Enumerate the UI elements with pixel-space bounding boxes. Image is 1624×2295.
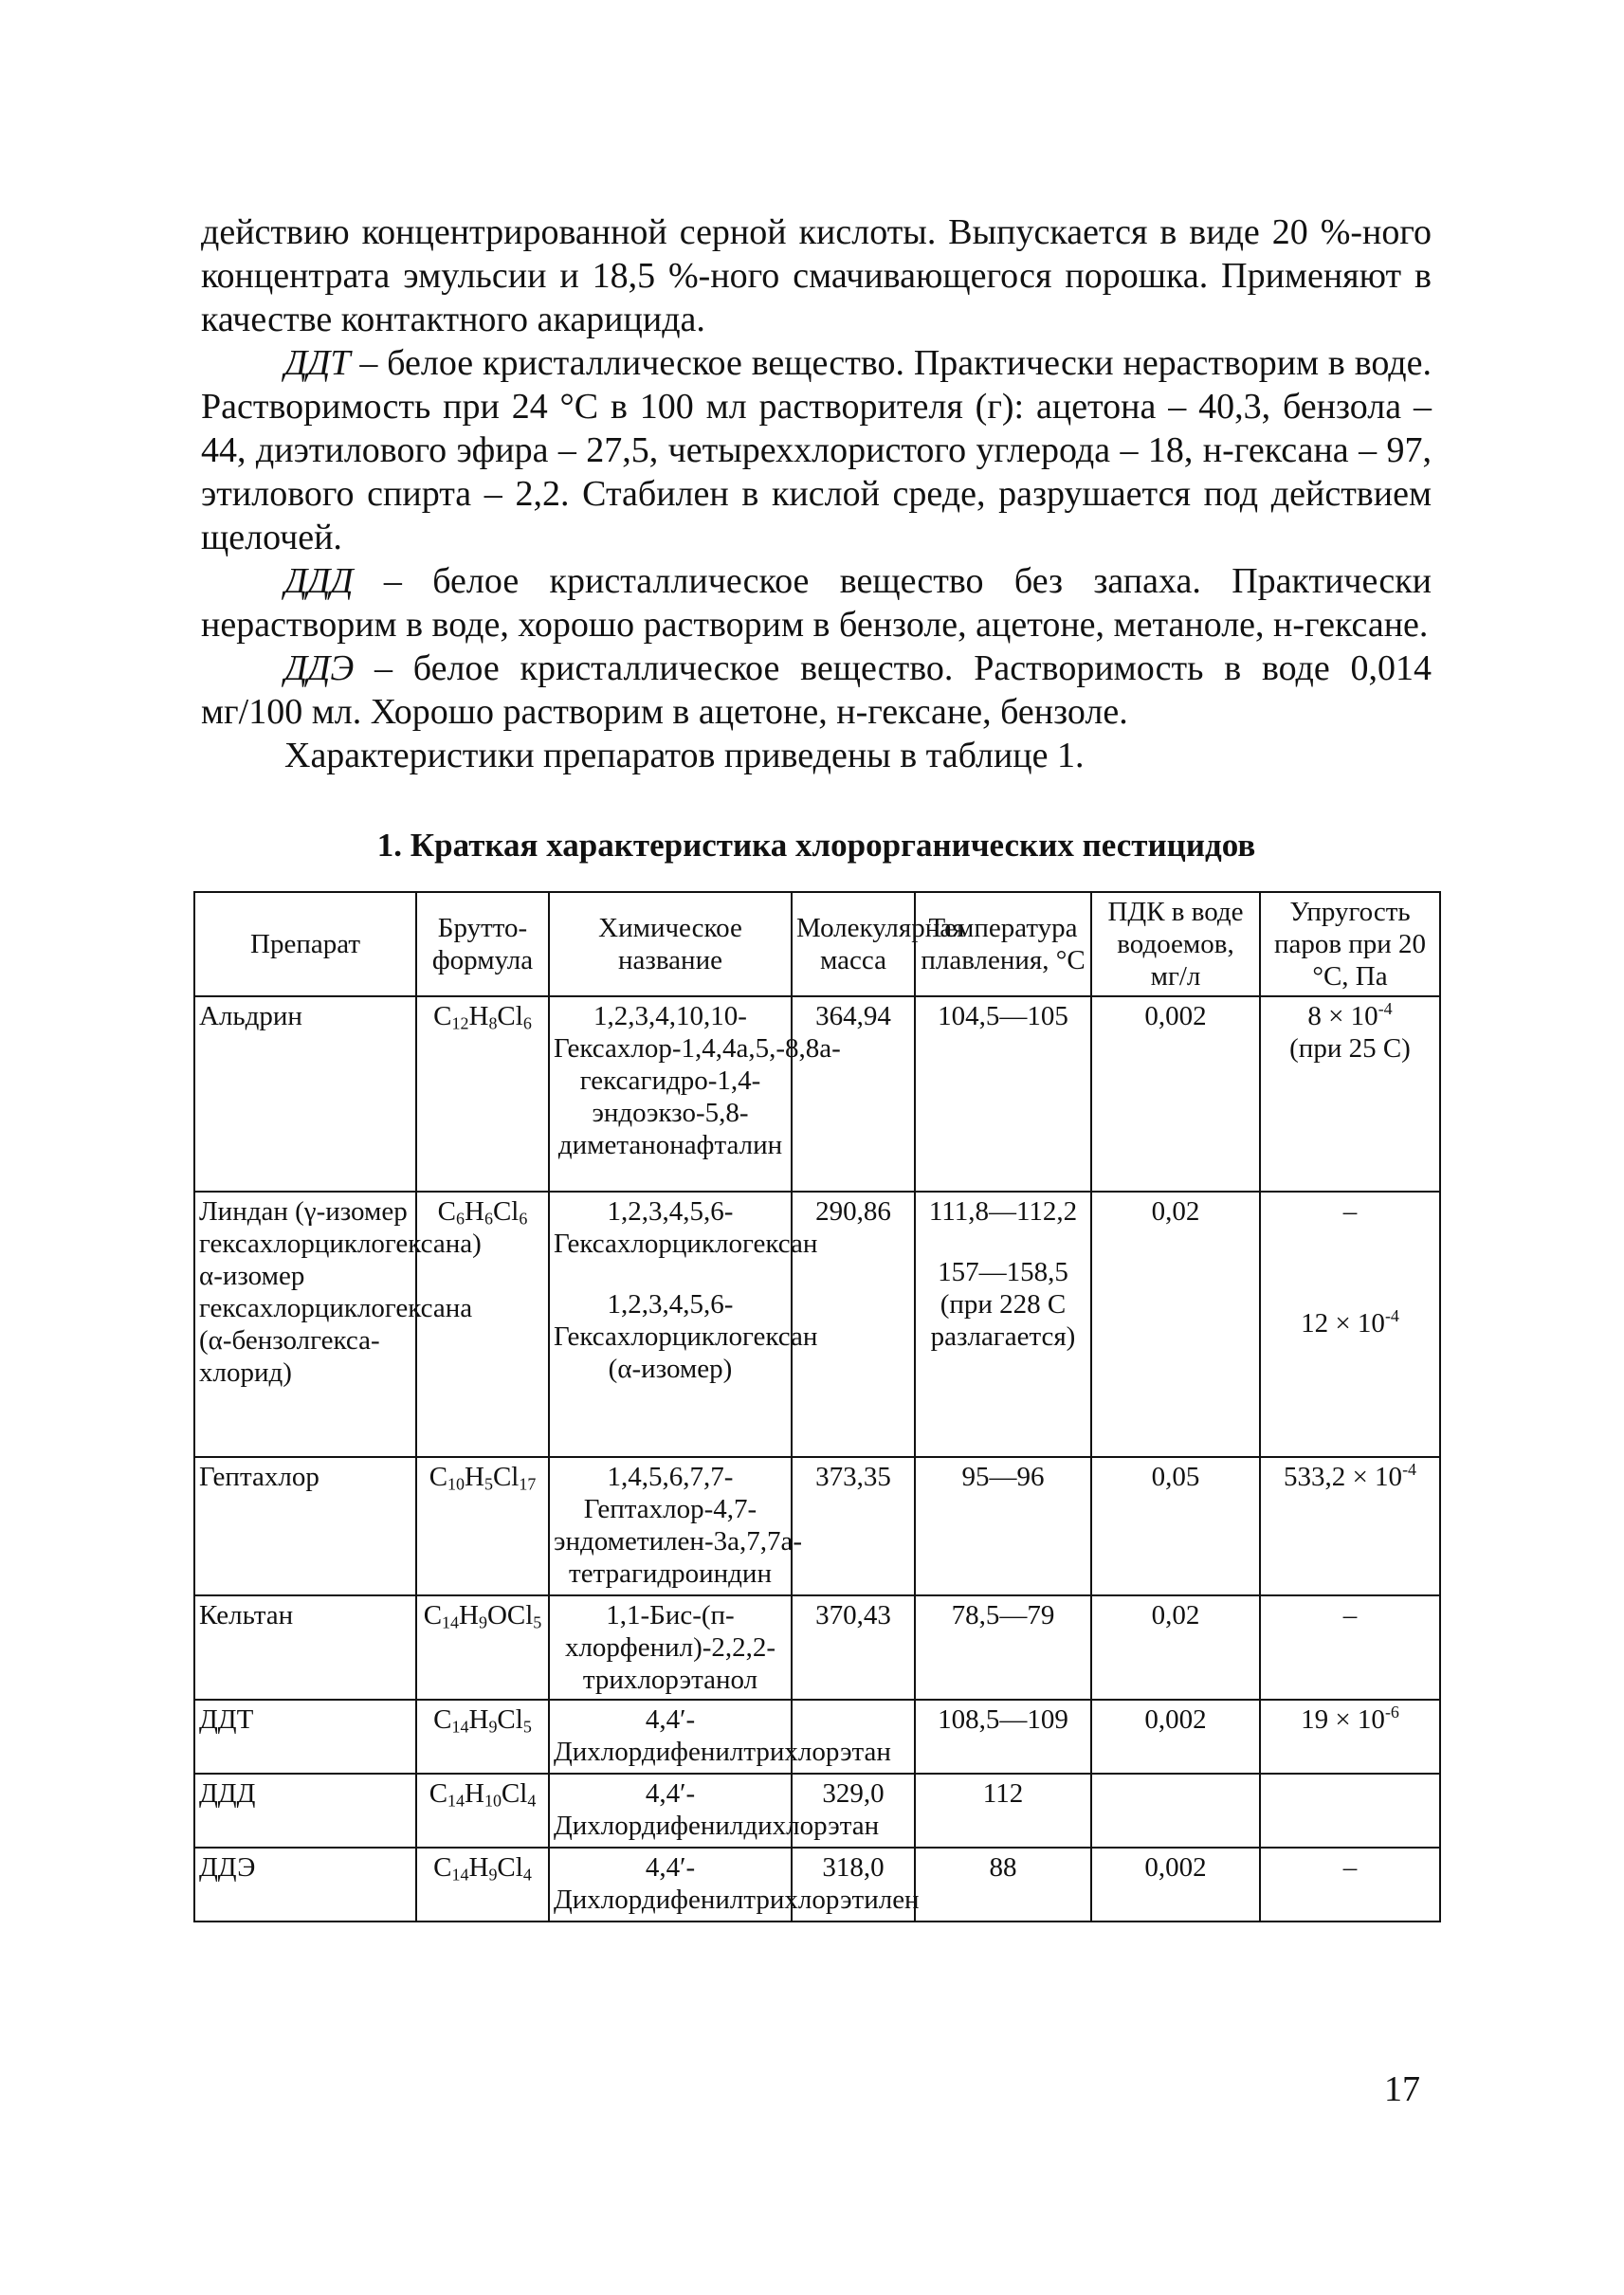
vapor-pressure: $19 \times 10^{-6}$ bbox=[1260, 1700, 1440, 1774]
mpc-value: 0,02 bbox=[1091, 1192, 1260, 1457]
preparation-name: ДДЭ bbox=[194, 1848, 416, 1922]
table-row bbox=[194, 1457, 1440, 1595]
mpc-value: 0,05 bbox=[1091, 1457, 1260, 1595]
preparation-name: Кельтан bbox=[194, 1595, 416, 1700]
molecular-mass: 373,35 bbox=[792, 1457, 915, 1595]
body-text bbox=[201, 210, 1432, 777]
ddt-label: ДДТ bbox=[284, 343, 351, 383]
gross-formula: $C_{14}H_9OCl_5$ bbox=[416, 1595, 549, 1700]
header-molecular-mass: Молекулярная масса bbox=[792, 892, 915, 996]
chemical-name: 4,4′-Дихлордифенилтрихлорэтилен bbox=[549, 1848, 792, 1922]
molecular-mass: 290,86 bbox=[792, 1192, 915, 1457]
preparation-name: ДДД bbox=[194, 1774, 416, 1848]
table-row bbox=[194, 1774, 1440, 1848]
chemical-name: 4,4′-Дихлордифенилдихлорэтан bbox=[549, 1774, 792, 1848]
melting-point: 112 bbox=[915, 1774, 1091, 1848]
chemical-name: 1,1-Бис-(п-хлорфенил)-2,2,2-трихлорэтанол bbox=[549, 1595, 792, 1700]
gross-formula: $C_{14}H_9Cl_5$ bbox=[416, 1700, 549, 1774]
header-preparation: Препарат bbox=[194, 892, 416, 996]
table-row bbox=[194, 1192, 1440, 1457]
table-row bbox=[194, 1595, 1440, 1700]
paragraph-ddt: ДДТ – белое кристаллическое вещество. Практически нерастворим в воде. Растворимость при 24 °С в 100 мл растворителя (г): ацетона – 40,3, бензола – 44, диэтилового эфира – 27,5, четыреххлористого углерода – 18, н-гексана – 97, этилового спирта – 2,2. Стабилен в кислой среде, разрушается под действием щелочей. bbox=[201, 343, 1432, 557]
mpc-value: 0,002 bbox=[1091, 1848, 1260, 1922]
chemical-name: 1,4,5,6,7,7-Гептахлор-4,7-эндометилен-3а,7,7а-тетрагидроиндин bbox=[549, 1457, 792, 1595]
melting-point: 108,5—109 bbox=[915, 1700, 1091, 1774]
paragraph-dde: ДДЭ – белое кристаллическое вещество. Растворимость в воде 0,014 мг/100 мл. Хорошо растворим в ацетоне, н-гексане, бензоле. bbox=[201, 648, 1432, 732]
page-number: 17 bbox=[1384, 2069, 1420, 2109]
preparation-name: ДДТ bbox=[194, 1700, 416, 1774]
paragraph-ddd: ДДД – белое кристаллическое вещество без запаха. Практически нерастворим в воде, хорошо растворим в бензоле, ацетоне, метаноле, н-гексане. bbox=[201, 561, 1432, 645]
table-row bbox=[194, 1848, 1440, 1922]
dde-label: ДДЭ bbox=[284, 648, 355, 688]
gross-formula: $C_{14}H_{10}Cl_4$ bbox=[416, 1774, 549, 1848]
vapor-pressure: – bbox=[1260, 1848, 1440, 1922]
header-melting-point: Температура плавления, °С bbox=[915, 892, 1091, 996]
gross-formula: $C_{12}H_8Cl_6$ bbox=[416, 996, 549, 1192]
chemical-name: 1,2,3,4,5,6-Гексахлорциклогексан 1,2,3,4,5,6-Гексахлорциклогексан (α-изомер) bbox=[549, 1192, 792, 1457]
molecular-mass: 318,0 bbox=[792, 1848, 915, 1922]
header-mpc: ПДК в воде водоемов, мг/л bbox=[1091, 892, 1260, 996]
pesticides-table bbox=[193, 891, 1441, 1922]
table-row bbox=[194, 996, 1440, 1192]
header-vapor-pressure: Упругость паров при 20 °С, Па bbox=[1260, 892, 1440, 996]
preparation-name: Альдрин bbox=[194, 996, 416, 1192]
melting-point: 111,8—112,2 157—158,5 (при 228 С разлагается) bbox=[915, 1192, 1091, 1457]
mpc-value: 0,002 bbox=[1091, 1700, 1260, 1774]
table-header-row bbox=[194, 892, 1440, 996]
vapor-pressure: – bbox=[1260, 1595, 1440, 1700]
chemical-name: 4,4′-Дихлордифенилтрихлорэтан bbox=[549, 1700, 792, 1774]
table-caption: 1. Краткая характеристика хлорорганических пестицидов bbox=[376, 827, 1256, 864]
molecular-mass: 364,94 bbox=[792, 996, 915, 1192]
vapor-pressure: $8 \times 10^{-4}$ (при 25 С) bbox=[1260, 996, 1440, 1192]
molecular-mass: 329,0 bbox=[792, 1774, 915, 1848]
header-chemical-name: Химическое название bbox=[549, 892, 792, 996]
melting-point: 88 bbox=[915, 1848, 1091, 1922]
paragraph-table-ref: Характеристики препаратов приведены в таблице 1. bbox=[284, 736, 1085, 775]
chemical-name: 1,2,3,4,10,10-Гексахлор-1,4,4а,5,-8,8а-гексагидро-1,4-эндоэкзо-5,8-диметанонафталин bbox=[549, 996, 792, 1192]
mpc-value: 0,02 bbox=[1091, 1595, 1260, 1700]
mpc-value: 0,002 bbox=[1091, 996, 1260, 1192]
gross-formula: $C_{14}H_9Cl_4$ bbox=[416, 1848, 549, 1922]
molecular-mass: 370,43 bbox=[792, 1595, 915, 1700]
melting-point: 78,5—79 bbox=[915, 1595, 1091, 1700]
preparation-name: Линдан (γ-изомер гексахлорциклогексана) α-изомер гексахлорциклогексана (α-бензолгекса-хлорид) bbox=[194, 1192, 416, 1457]
paragraph-1: действию концентрированной серной кислоты. Выпускается в виде 20 %-ного концентрата эмульсии и 18,5 %-ного смачивающегося порошка. Применяют в качестве контактного акарицида. bbox=[201, 212, 1432, 339]
mpc-value bbox=[1091, 1774, 1260, 1848]
ddd-label: ДДД bbox=[284, 561, 354, 601]
melting-point: 95—96 bbox=[915, 1457, 1091, 1595]
vapor-pressure: $533,2 \times 10^{-4}$ bbox=[1260, 1457, 1440, 1595]
table-row bbox=[194, 1700, 1440, 1774]
gross-formula: $C_{10}H_5Cl_{17}$ bbox=[416, 1457, 549, 1595]
vapor-pressure: – $12 \times 10^{-4}$ bbox=[1260, 1192, 1440, 1457]
header-formula: Брутто-формула bbox=[416, 892, 549, 996]
melting-point: 104,5—105 bbox=[915, 996, 1091, 1192]
vapor-pressure bbox=[1260, 1774, 1440, 1848]
preparation-name: Гептахлор bbox=[194, 1457, 416, 1595]
gross-formula: $C_6H_6Cl_6$ bbox=[416, 1192, 549, 1457]
